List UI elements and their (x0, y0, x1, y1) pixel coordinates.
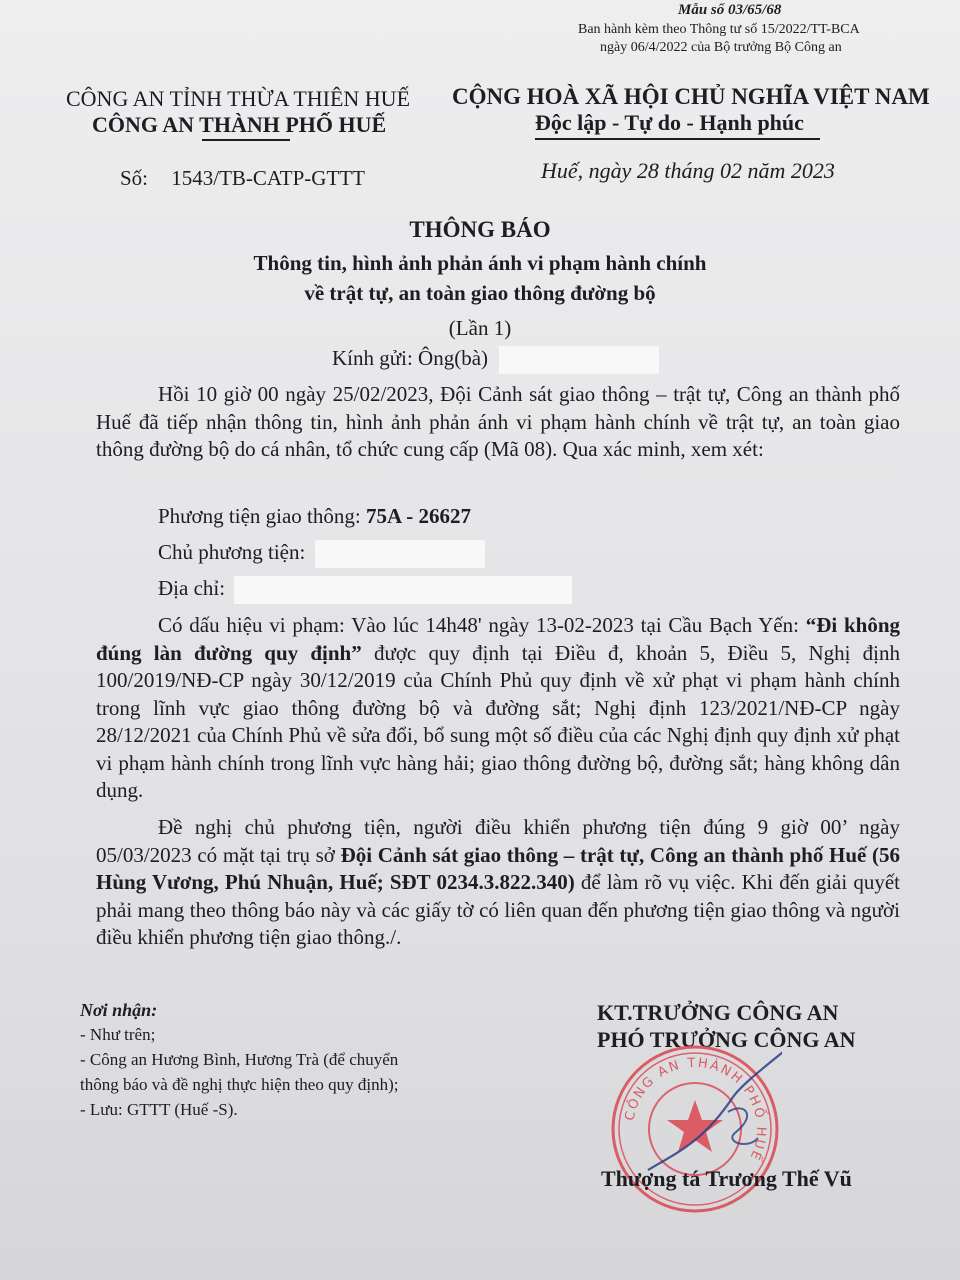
document-number-label: Số: (120, 166, 149, 190)
document-subtitle-1: Thông tin, hình ảnh phản ánh vi phạm hành chính (253, 251, 707, 275)
national-title: CỘNG HOÀ XÃ HỘI CHỦ NGHĨA VIỆT NAM (452, 84, 930, 109)
form-number: Mẫu số 03/65/68 (678, 2, 782, 18)
national-motto: Độc lập - Tự do - Hạnh phúc (535, 110, 804, 135)
issue-number: (Lần 1) (448, 316, 512, 340)
addressee-label: Kính gửi: Ông(bà) (332, 346, 489, 370)
parent-agency: CÔNG AN TỈNH THỪA THIÊN HUẾ (66, 86, 411, 111)
document-number-value: 1543/TB-CATP-GTTT (171, 166, 365, 190)
paragraph-receipt: Hồi 10 giờ 00 ngày 25/02/2023, Đội Cảnh sát giao thông – trật tự, Công an thành phố Huế đã tiếp nhận thông tin, hình ảnh phản ánh vi phạm hành chính về trật tự, an toàn giao thông đường bộ do cá nhân, tổ chức cung cấp (Mã 08). Qua xác minh, xem xét: (96, 382, 900, 461)
form-reference-line-1: Ban hành kèm theo Thông tư số 15/2022/TT-BCA (578, 22, 860, 37)
redacted-owner (315, 540, 485, 568)
document-number (120, 166, 365, 191)
recipient-line: - Lưu: GTTT (Huế -S). (80, 1100, 238, 1119)
signer-name: Thượng tá Trương Thế Vũ (601, 1166, 852, 1191)
address-label: Địa chỉ: (158, 576, 226, 600)
paragraph-request (96, 814, 900, 952)
violation-intro: Có dấu hiệu vi phạm: Vào lúc 14h48' ngày 13-02-2023 tại Cầu Bạch Yến: (158, 613, 806, 637)
agency-underline (202, 139, 290, 141)
paragraph-violation (96, 612, 900, 805)
recipient-line: - Công an Hương Bình, Hương Trà (để chuyển (80, 1050, 399, 1069)
violation-type: “Đi không đúng làn đường quy định” (96, 613, 900, 665)
stamp-text: CÔNG AN THÀNH PHỐ HUẾ (622, 1055, 769, 1164)
signature-title-1: KT.TRƯỞNG CÔNG AN (597, 1000, 839, 1025)
place-and-date: Huế, ngày 28 tháng 02 năm 2023 (541, 158, 835, 183)
document-subtitle-2: về trật tự, an toàn giao thông đường bộ (304, 281, 656, 305)
request-rest: để làm rõ vụ việc. Khi đến giải quyết phải mang theo thông báo này và các giấy tờ có liên quan đến phương tiện giao thông và người điều khiển phương tiện giao thông./. (96, 870, 901, 949)
owner-field (158, 540, 485, 568)
issuing-agency: CÔNG AN THÀNH PHỐ HUẾ (92, 112, 387, 137)
motto-underline (535, 138, 820, 140)
request-intro: Đề nghị chủ phương tiện, người điều khiển phương tiện đúng 9 giờ 00’ ngày 05/03/2023 có mặt tại trụ sở (96, 815, 900, 867)
vehicle-plate: 75A - 26627 (365, 504, 471, 528)
recipients-heading: Nơi nhận: (80, 1000, 158, 1020)
owner-label: Chủ phương tiện: (158, 540, 306, 564)
address-field (158, 576, 572, 604)
document-title: THÔNG BÁO (409, 217, 551, 242)
violation-legal-basis: được quy định tại Điều đ, khoản 5, Điều 5, Nghị định 100/2019/NĐ-CP ngày 30/12/2019 của Chính Phủ quy định về xử phạt vi phạm hành chính trong lĩnh vực giao thông đường bộ và đường sắt; Nghị định 123/2021/NĐ-CP ngày 28/12/2021 của Chính Phủ về sửa đổi, bổ sung một số điều của các Nghị định quy định xử phạt vi phạm hành chính trong lĩnh vực hàng hải; giao thông đường bộ, đường sắt; hàng không dân dụng. (96, 640, 900, 802)
form-reference-line-2: ngày 06/4/2022 của Bộ trưởng Bộ Công an (600, 40, 842, 55)
vehicle-field (158, 504, 471, 529)
request-location: Đội Cảnh sát giao thông – trật tự, Công an thành phố Huế (56 Hùng Vương, Phú Nhuận, Huế; SĐT 0234.3.822.340) (96, 842, 900, 894)
recipient-line: - Như trên; (80, 1025, 156, 1044)
recipient-line: thông báo và đề nghị thực hiện theo quy định); (80, 1075, 399, 1094)
redacted-name (499, 346, 659, 374)
redacted-address (234, 576, 572, 604)
addressee (332, 346, 659, 374)
vehicle-label: Phương tiện giao thông: (158, 504, 366, 528)
signature-title-2: PHÓ TRƯỞNG CÔNG AN (597, 1027, 856, 1052)
